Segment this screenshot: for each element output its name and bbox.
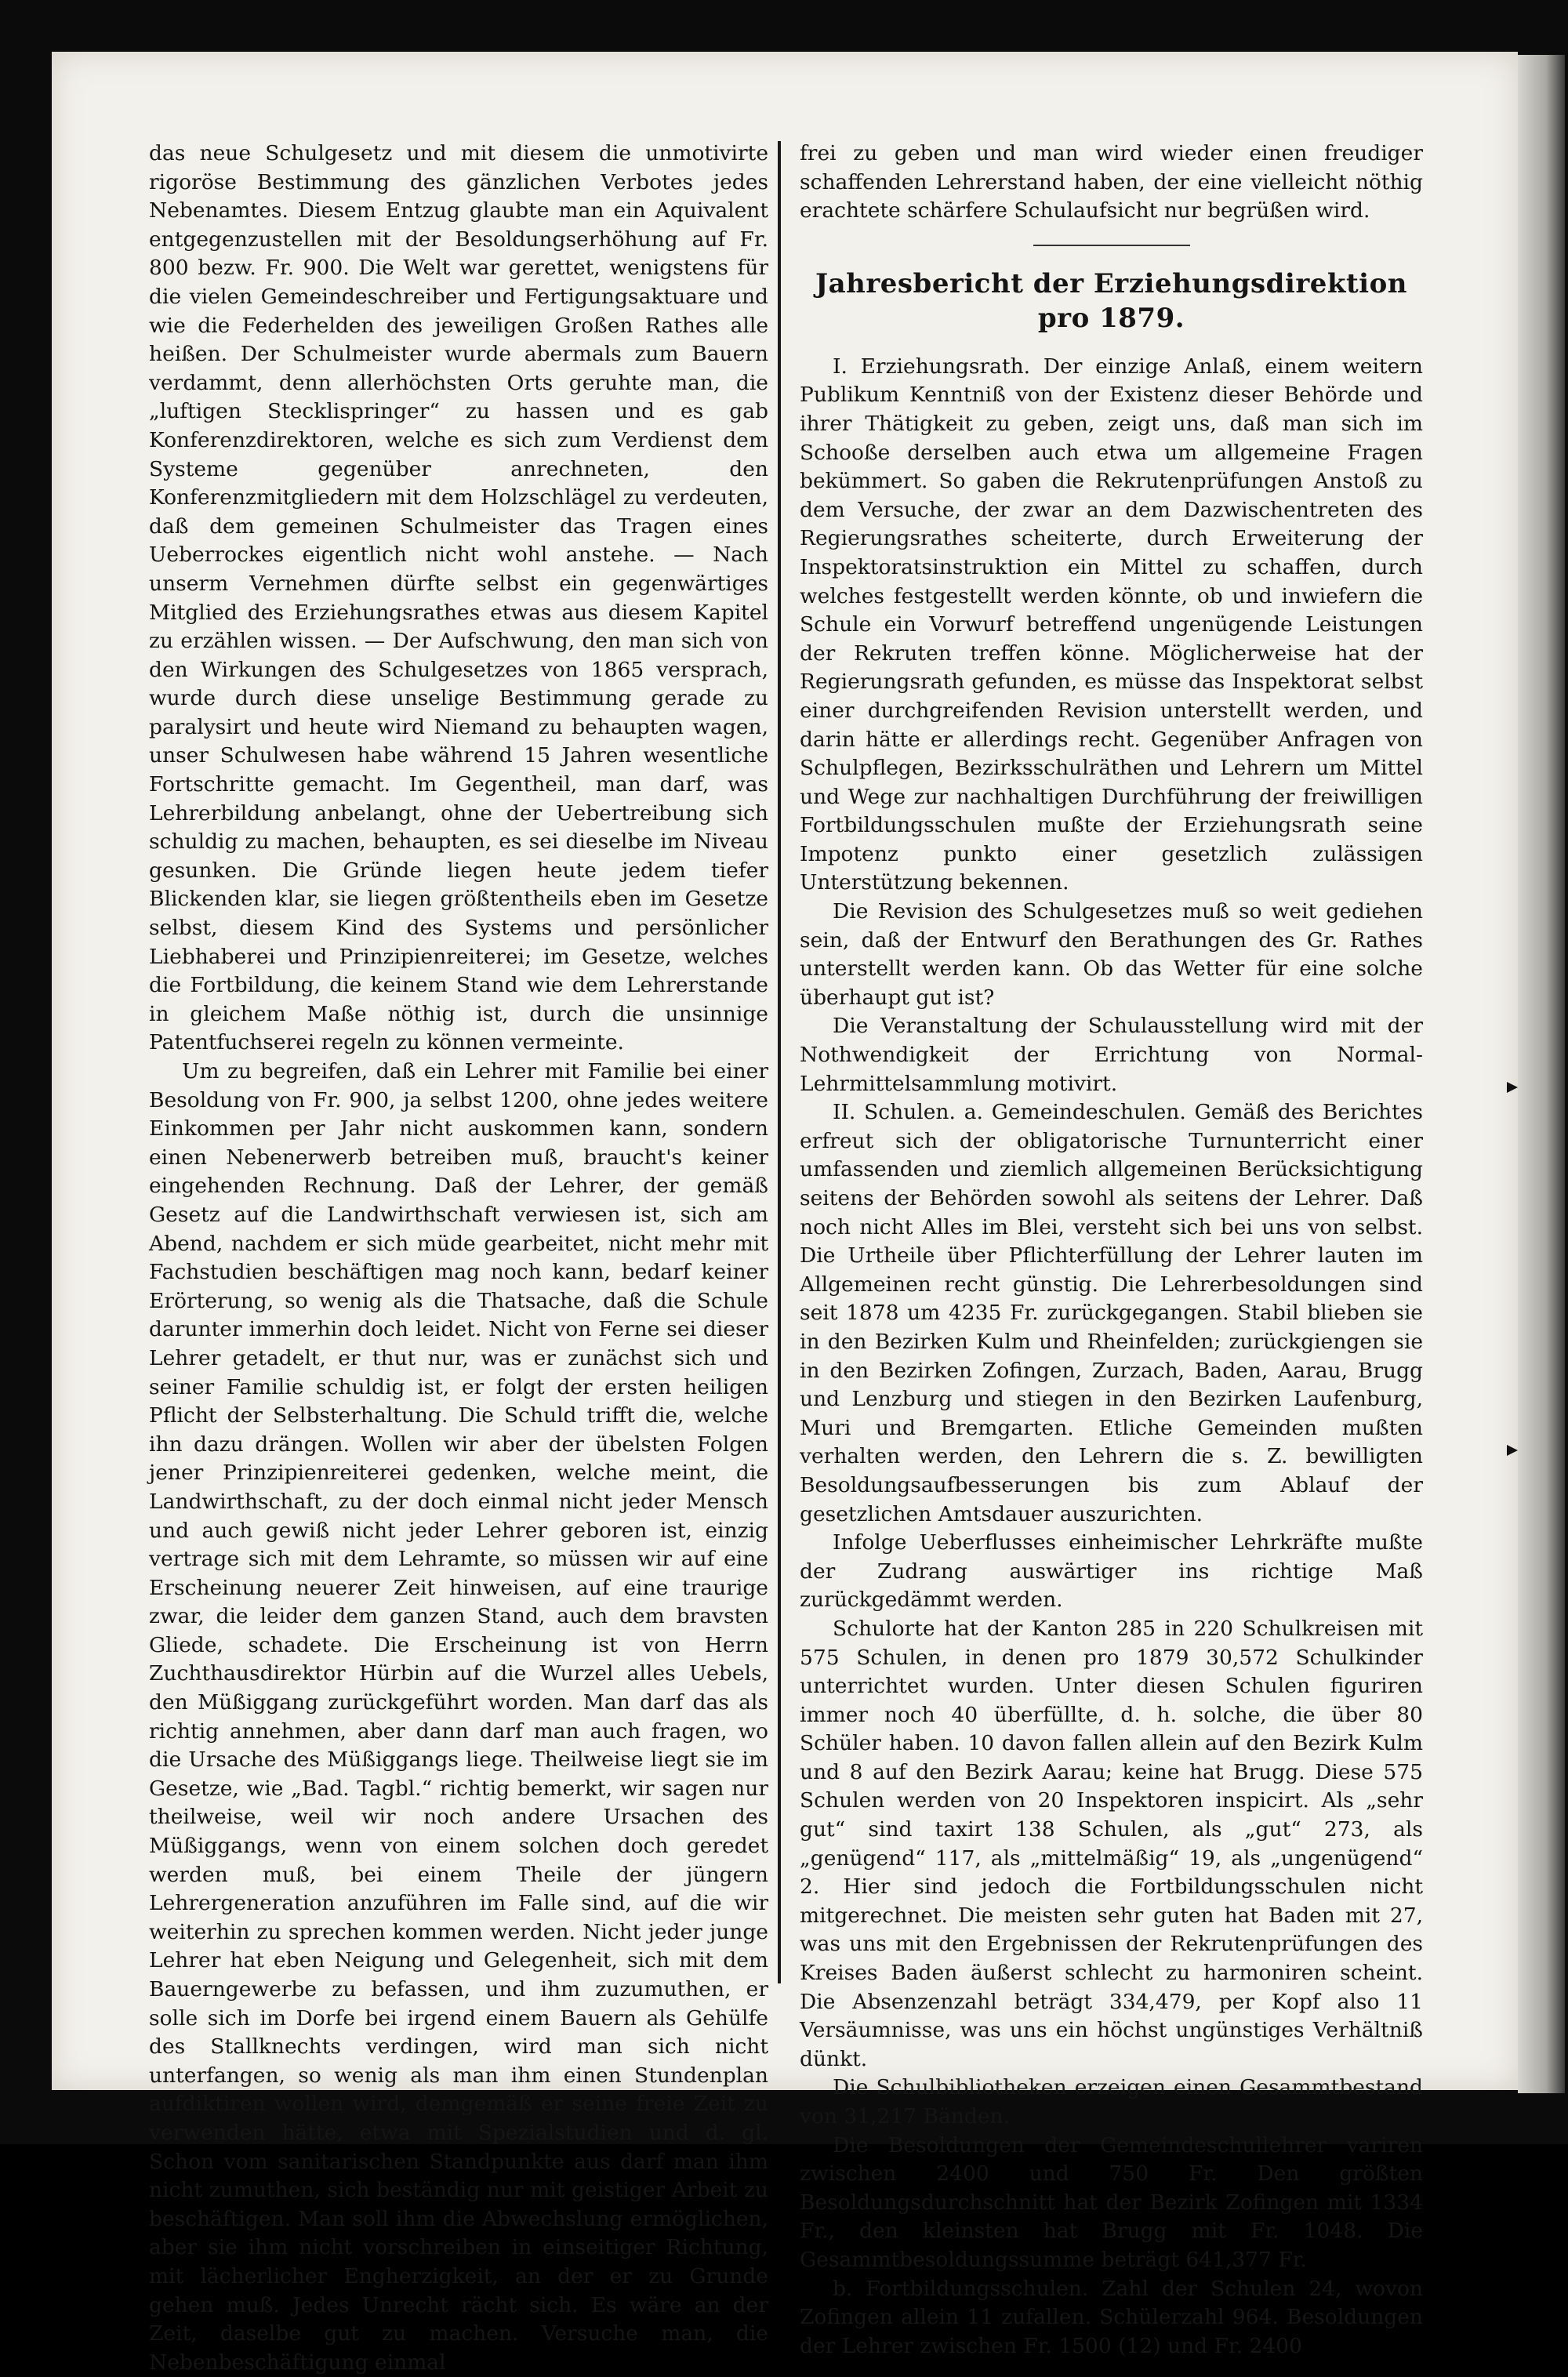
left-column xyxy=(149,140,768,2377)
right-paragraph-1: I. Erziehungsrath. Der einzige Anlaß, einem weitern Publikum Kenntniß von der Existenz dieser Behörde und ihrer Thätigkeit zu geben, zeigt uns, daß man sich im Schooße derselben auch etwa um allgemeine Fragen bekümmert. So gaben die Rekrutenprüfungen Anstoß zu dem Versuche, der zwar an dem Dazwischentreten des Regierungsrathes scheiterte, durch Erweiterung der Inspektoratsinstruktion ein Mittel zu schaffen, durch welches festgestellt werden könnte, ob und inwiefern die Schule ein Vorwurf betreffend ungenügende Leistungen der Rekruten treffen könne. Möglicherweise hat der Regierungsrath gefunden, es müsse das Inspektorat selbst einer durchgreifenden Revision unterstellt werden, und darin hätte er allerdings recht. Gegenüber Anfragen von Schulpflegen, Bezirksschulräthen und Lehrern um Mittel und Wege zur nachhaltigen Durchführung der freiwilligen Fortbildungsschulen mußte der Erziehungsrath seine Impotenz punkto einer gesetzlich zulässigen Unterstützung bekennen. xyxy=(800,354,1423,895)
column-divider xyxy=(778,141,781,1983)
right-paragraph-9: b. Fortbildungsschulen. Zahl der Schulen 24, wovon Zofingen allein 11 zufallen. Schülerzahl 964. Besoldungen der Lehrer zwischen Fr. 1500 (12) und Fr. 2400 xyxy=(800,2276,1423,2358)
right-column xyxy=(800,140,1423,2361)
section-separator xyxy=(1033,245,1190,246)
right-paragraph-3: Die Veranstaltung der Schulausstellung wird mit der Nothwendigkeit der Errichtung von Normal-Lehrmittelsammlung motivirt. xyxy=(800,1014,1423,1096)
next-page-edge xyxy=(1518,55,1565,2093)
right-opening-paragraph: frei zu geben und man wird wieder einen freudiger schaffenden Lehrerstand haben, der eine vielleicht nöthig erachtete schärfere Schulaufsicht nur begrüßen wird. xyxy=(800,141,1423,223)
margin-pointer-arrow xyxy=(1507,1082,1518,1093)
right-paragraph-4: II. Schulen. a. Gemeindeschulen. Gemäß des Berichtes erfreut sich der obligatorische Turnunterricht einer umfassenden und ziemlich allgemeinen Berücksichtigung seitens der Behörden sowohl als seitens der Lehrer. Daß noch nicht Alles im Blei, versteht sich bei uns von selbst. Die Urtheile über Pflichterfüllung der Lehrer lauten im Allgemeinen recht günstig. Die Lehrerbesoldungen sind seit 1878 um 4235 Fr. zurückgegangen. Stabil blieben sie in den Bezirken Kulm und Rheinfelden; zurückgiengen sie in den Bezirken Zofingen, Zurzach, Baden, Aarau, Brugg und Lenzburg und stiegen in den Bezirken Laufenburg, Muri und Bremgarten. Etliche Gemeinden mußten verhalten werden, den Lehrern die s. Z. bewilligten Besoldungsaufbesserungen bis zum Ablauf der gesetzlichen Amtsdauer auszurichten. xyxy=(800,1100,1423,1526)
right-paragraph-7: Die Schulbibliotheken erzeigen einen Gesammtbestand von 31,217 Bänden. xyxy=(800,2075,1423,2128)
right-paragraph-6: Schulorte hat der Kanton 285 in 220 Schulkreisen mit 575 Schulen, in denen pro 1879 30,572 Schulkinder unterrichtet wurden. Unter diesen Schulen figuriren immer noch 40 überfüllte, d. h. solche, die über 80 Schüler haben. 10 davon fallen allein auf den Bezirk Kulm und 8 auf den Bezirk Aarau; keine hat Brugg. Diese 575 Schulen werden von 20 Inspektoren inspicirt. Als „sehr gut“ sind taxirt 138 Schulen, als „gut“ 273, als „genügend“ 117, als „mittelmäßig“ 19, als „ungenügend“ 2. Hier sind jedoch die Fortbildungsschulen nicht mitgerechnet. Die meisten sehr guten hat Baden mit 27, was uns mit den Ergebnissen der Rekrutenprüfungen des Kreises Baden äußerst schlecht zu harmoniren scheint. Die Absenzenzahl beträgt 334,479, per Kopf also 11 Versäumnisse, was uns ein höchst ungünstiges Verhältniß dünkt. xyxy=(800,1616,1423,2071)
left-paragraph-2: Um zu begreifen, daß ein Lehrer mit Familie bei einer Besoldung von Fr. 900, ja selbst 1200, ohne jedes weitere Einkommen per Jahr nicht auskommen kann, sondern einen Nebenerwerb betreiben muß, braucht's keiner eingehenden Rechnung. Daß der Lehrer, der gemäß Gesetz auf die Landwirthschaft verwiesen ist, sich am Abend, nachdem er sich müde gearbeitet, nicht mehr mit Fachstudien beschäftigen mag noch kann, bedarf keiner Erörterung, so wenig als die Thatsache, daß die Schule darunter immerhin doch leidet. Nicht von Ferne sei dieser Lehrer getadelt, er thut nur, was er zunächst sich und seiner Familie schuldig ist, er folgt der ersten heiligen Pflicht der Selbsterhaltung. Die Schuld trifft die, welche ihn dazu drängen. Wollen wir aber der übelsten Folgen jener Prinzipienreiterei gedenken, welche meint, die Landwirthschaft, zu der doch einmal nicht jeder Mensch und auch gewiß nicht jeder Lehrer geboren ist, einzig vertrage sich mit dem Lehramte, so müssen wir auf eine Erscheinung neuerer Zeit hinweisen, auf eine traurige zwar, die leider dem ganzen Stand, auch dem bravsten Gliede, schadete. Die Erscheinung ist von Herrn Zuchthausdirektor Hürbin auf die Wurzel alles Uebels, den Müßiggang zurückgeführt worden. Man darf das als richtig annehmen, aber dann darf man auch fragen, wo die Ursache des Müßiggangs liege. Theilweise liegt sie im Gesetze, wie „Bad. Tagbl.“ richtig bemerkt, wir sagen nur theilweise, weil wir noch andere Ursachen des Müßiggangs, wenn von einem solchen doch geredet werden muß, bei einem Theile der jüngern Lehrergeneration anzuführen im Falle sind, auf die wir weiterhin zu sprechen kommen werden. Nicht jeder junge Lehrer hat eben Neigung und Gelegenheit, sich mit dem Bauerngewerbe zu befassen, und ihm zuzumuthen, er solle sich im Dorfe bei irgend einem Bauern als Gehülfe des Stallknechts verdingen, wird man sich nicht unterfangen, so wenig als man ihm einen Stundenplan aufdiktiren wollen wird, demgemäß er seine freie Zeit zu verwenden hätte, etwa mit Spezialstudien und d. gl. Schon vom sanitarischen Standpunkte aus darf man ihm nicht zumuthen, sich beständig nur mit geistiger Arbeit zu beschäftigen. Man soll ihm die Abwechslung ermöglichen, aber sie ihm nicht vorschreiben in einseitiger Richtung, mit lächerlicher Engherzigkeit, an der er zu Grunde gehen muß. Jedes Unrecht rächt sich. Es wäre an der Zeit, daselbe gut zu machen. Versuche man, die Nebenbeschäftigung einmal xyxy=(149,1059,768,2375)
right-paragraph-5: Infolge Ueberflusses einheimischer Lehrkräfte mußte der Zudrang auswärtiger ins richtige Maß zurückgedämmt werden. xyxy=(800,1530,1423,1613)
margin-pointer-arrow xyxy=(1507,1445,1518,1456)
article-headline: Jahresbericht der Erziehungsdirektion pro 1879. xyxy=(815,267,1407,334)
right-paragraph-2: Die Revision des Schulgesetzes muß so weit gediehen sein, daß der Entwurf den Berathungen des Gr. Rathes unterstellt werden kann. Ob das Wetter für eine solche überhaupt gut ist? xyxy=(800,899,1423,1010)
left-paragraph-1: das neue Schulgesetz und mit diesem die unmotivirte rigoröse Bestimmung des gänzlichen Verbotes jedes Nebenamtes. Diesem Entzug glaubte man ein Aquivalent entgegenzustellen mit der Besoldungserhöhung auf Fr. 800 bezw. Fr. 900. Die Welt war gerettet, wenigstens für die vielen Gemeindeschreiber und Fertigungsaktuare und wie die Federhelden des jeweiligen Großen Rathes alle heißen. Der Schulmeister wurde abermals zum Bauern verdammt, denn allerhöchsten Orts geruhte man, die „luftigen Stecklispringer“ zu hassen und es gab Konferenzdirektoren, welche es sich zum Verdienst dem Systeme gegenüber anrechneten, den Konferenzmitgliedern mit dem Holzschlägel zu verdeuten, daß dem gemeinen Schulmeister das Tragen eines Ueberrockes eigentlich nicht wohl anstehe. — Nach unserm Vernehmen dürfte selbst ein gegenwärtiges Mitglied des Erziehungsrathes etwas aus diesem Kapitel zu erzählen wissen. — Der Aufschwung, den man sich von den Wirkungen des Schulgesetzes von 1865 versprach, wurde durch diese unselige Bestimmung gerade zu paralysirt und heute wird Niemand zu behaupten wagen, unser Schulwesen habe während 15 Jahren wesentliche Fortschritte gemacht. Im Gegentheil, man darf, was Lehrerbildung anbelangt, ohne der Uebertreibung sich schuldig zu machen, behaupten, es sei dieselbe im Niveau gesunken. Die Gründe liegen heute jedem tiefer Blickenden klar, sie liegen größtentheils eben im Gesetze selbst, diesem Kind des Systems und persönlicher Liebhaberei und Prinzipienreiterei; im Gesetze, welches die Fortbildung, die keinem Stand wie dem Lehrerstande in gleichem Maße nöthig ist, durch die unsinnige Patentfuchserei regeln zu können vermeinte. xyxy=(149,141,768,1055)
right-paragraph-8: Die Besoldungen der Gemeindeschullehrer variren zwischen 2400 und 750 Fr. Den größten Besoldungsdurchschnitt hat der Bezirk Zofingen mit 1334 Fr., den kleinsten hat Brugg mit Fr. 1048. Die Gesammtbesoldungssumme beträgt 641,377 Fr. xyxy=(800,2132,1423,2272)
